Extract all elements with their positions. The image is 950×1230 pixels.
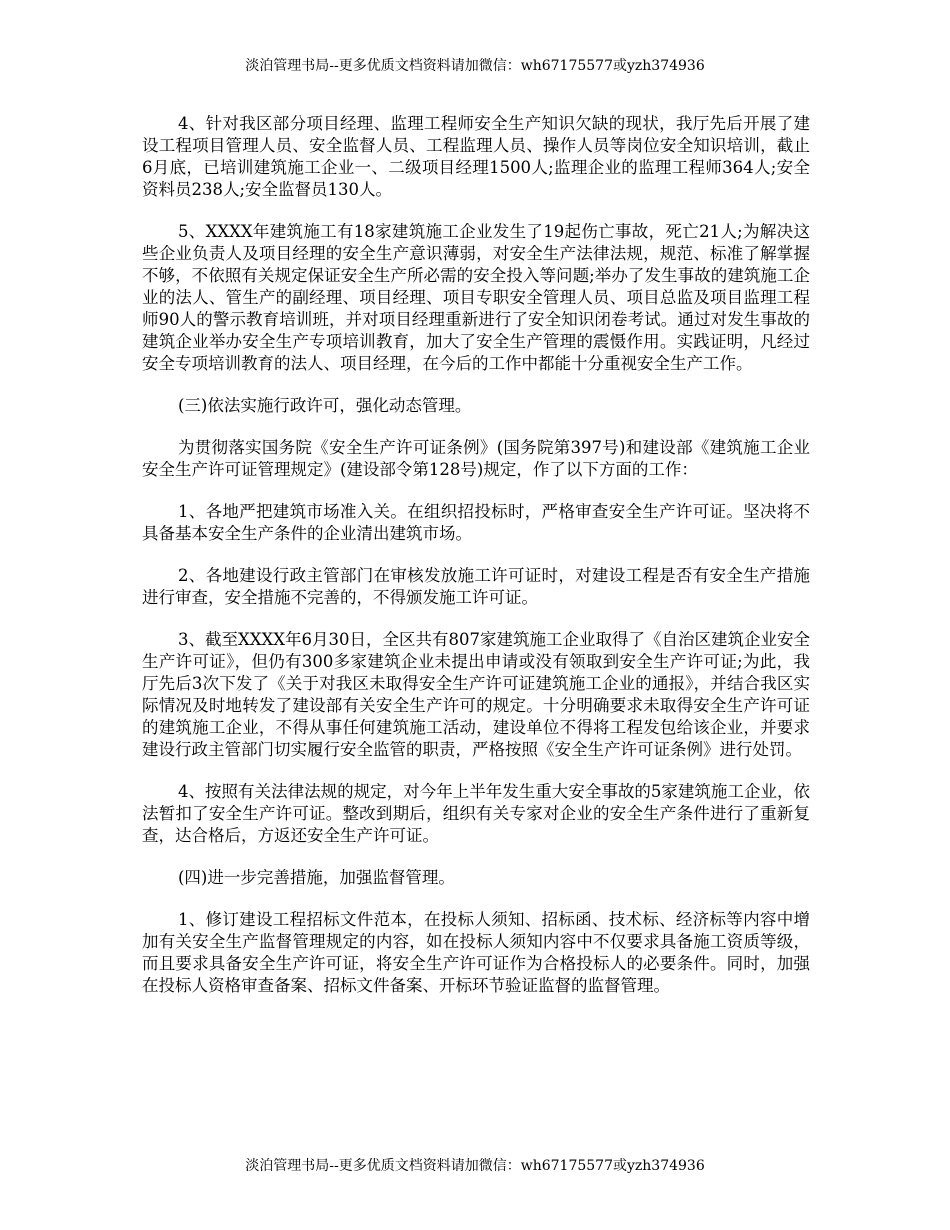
paragraph-permit-item-3: 3、截至XXXX年6月30日，全区共有807家建筑施工企业取得了《自治区建筑企业安全生产许可证》，但仍有300多家建筑企业未提出申请或没有领取到安全生产许可证;为此，我厅先后3次下发了《关于对我区未取得安全生产许可证建筑施工企业的通报》，并结合我区实际情况及时地转发了建设部有关安全生产许可的规定。十分明确要求未取得安全生产许可证的建筑施工企业，不得从事任何建筑施工活动，建设单位不得将工程发包给该企业，并要求建设行政主管部门切实履行安全监管的职责，严格按照《安全生产许可证条例》进行处罚。 — [142, 630, 810, 759]
section-heading-3: (三)依法实施行政许可，强化动态管理。 — [178, 396, 472, 415]
paragraph-permit-item-2: 2、各地建设行政主管部门在审核发放施工许可证时，对建设工程是否有安全生产措施进行审查，安全措施不完善的，不得颁发施工许可证。 — [142, 566, 810, 607]
page-footer: 淡泊管理书局--更多优质文档资料请加微信：wh67175577或yzh374936 — [245, 1158, 705, 1174]
section-heading-4: (四)进一步完善措施，加强监督管理。 — [178, 868, 455, 887]
paragraph-section-3-intro: 为贯彻落实国务院《安全生产许可证条例》(国务院第397号)和建设部《建筑施工企业安全生产许可证管理规定》(建设部令第128号)规定，作了以下方面的工作： — [142, 438, 810, 479]
paragraph-supervision-item-1: 1、修订建设工程招标文件范本，在投标人须知、招标函、技术标、经济标等内容中增加有关安全生产监督管理规定的内容，如在投标人须知内容中不仅要求具备施工资质等级，而且要求具备安全生产许可证，将安全生产许可证作为合格投标人的必要条件。同时，加强在投标人资格审查备案、招标文件备案、开标环节验证监督的监督管理。 — [142, 910, 810, 995]
paragraph-permit-item-1: 1、各地严把建筑市场准入关。在组织招投标时，严格审查安全生产许可证。坚决将不具备基本安全生产条件的企业清出建筑市场。 — [142, 502, 810, 543]
page-header: 淡泊管理书局--更多优质文档资料请加微信：wh67175577或yzh374936 — [245, 58, 705, 74]
paragraph-permit-item-4: 4、按照有关法律法规的规定，对今年上半年发生重大安全事故的5家建筑施工企业，依法暂扣了安全生产许可证。整改到期后，组织有关专家对企业的安全生产条件进行了重新复查，达合格后，方返还安全生产许可证。 — [142, 782, 810, 845]
document-body — [142, 113, 810, 1017]
paragraph-training-item-4: 4、针对我区部分项目经理、监理工程师安全生产知识欠缺的现状，我厅先后开展了建设工程项目管理人员、安全监督人员、工程监理人员、操作人员等岗位安全知识培训，截止6月底，已培训建筑施工企业一、二级项目经理1500人;监理企业的监理工程师364人;安全资料员238人;安全监督员130人。 — [142, 114, 810, 199]
paragraph-training-item-5: 5、XXXX年建筑施工有18家建筑施工企业发生了19起伤亡事故，死亡21人;为解决这些企业负责人及项目经理的安全生产意识薄弱，对安全生产法律法规，规范、标准了解掌握不够，不依照有关规定保证安全生产所必需的安全投入等问题;举办了发生事故的建筑施工企业的法人、管生产的副经理、项目经理、项目专职安全管理人员、项目总监及项目监理工程师90人的警示教育培训班，并对项目经理重新进行了安全知识闭卷考试。通过对发生事故的建筑企业举办安全生产专项培训教育，加大了安全生产管理的震慑作用。实践证明，凡经过安全专项培训教育的法人、项目经理，在今后的工作中都能十分重视安全生产工作。 — [142, 222, 810, 373]
